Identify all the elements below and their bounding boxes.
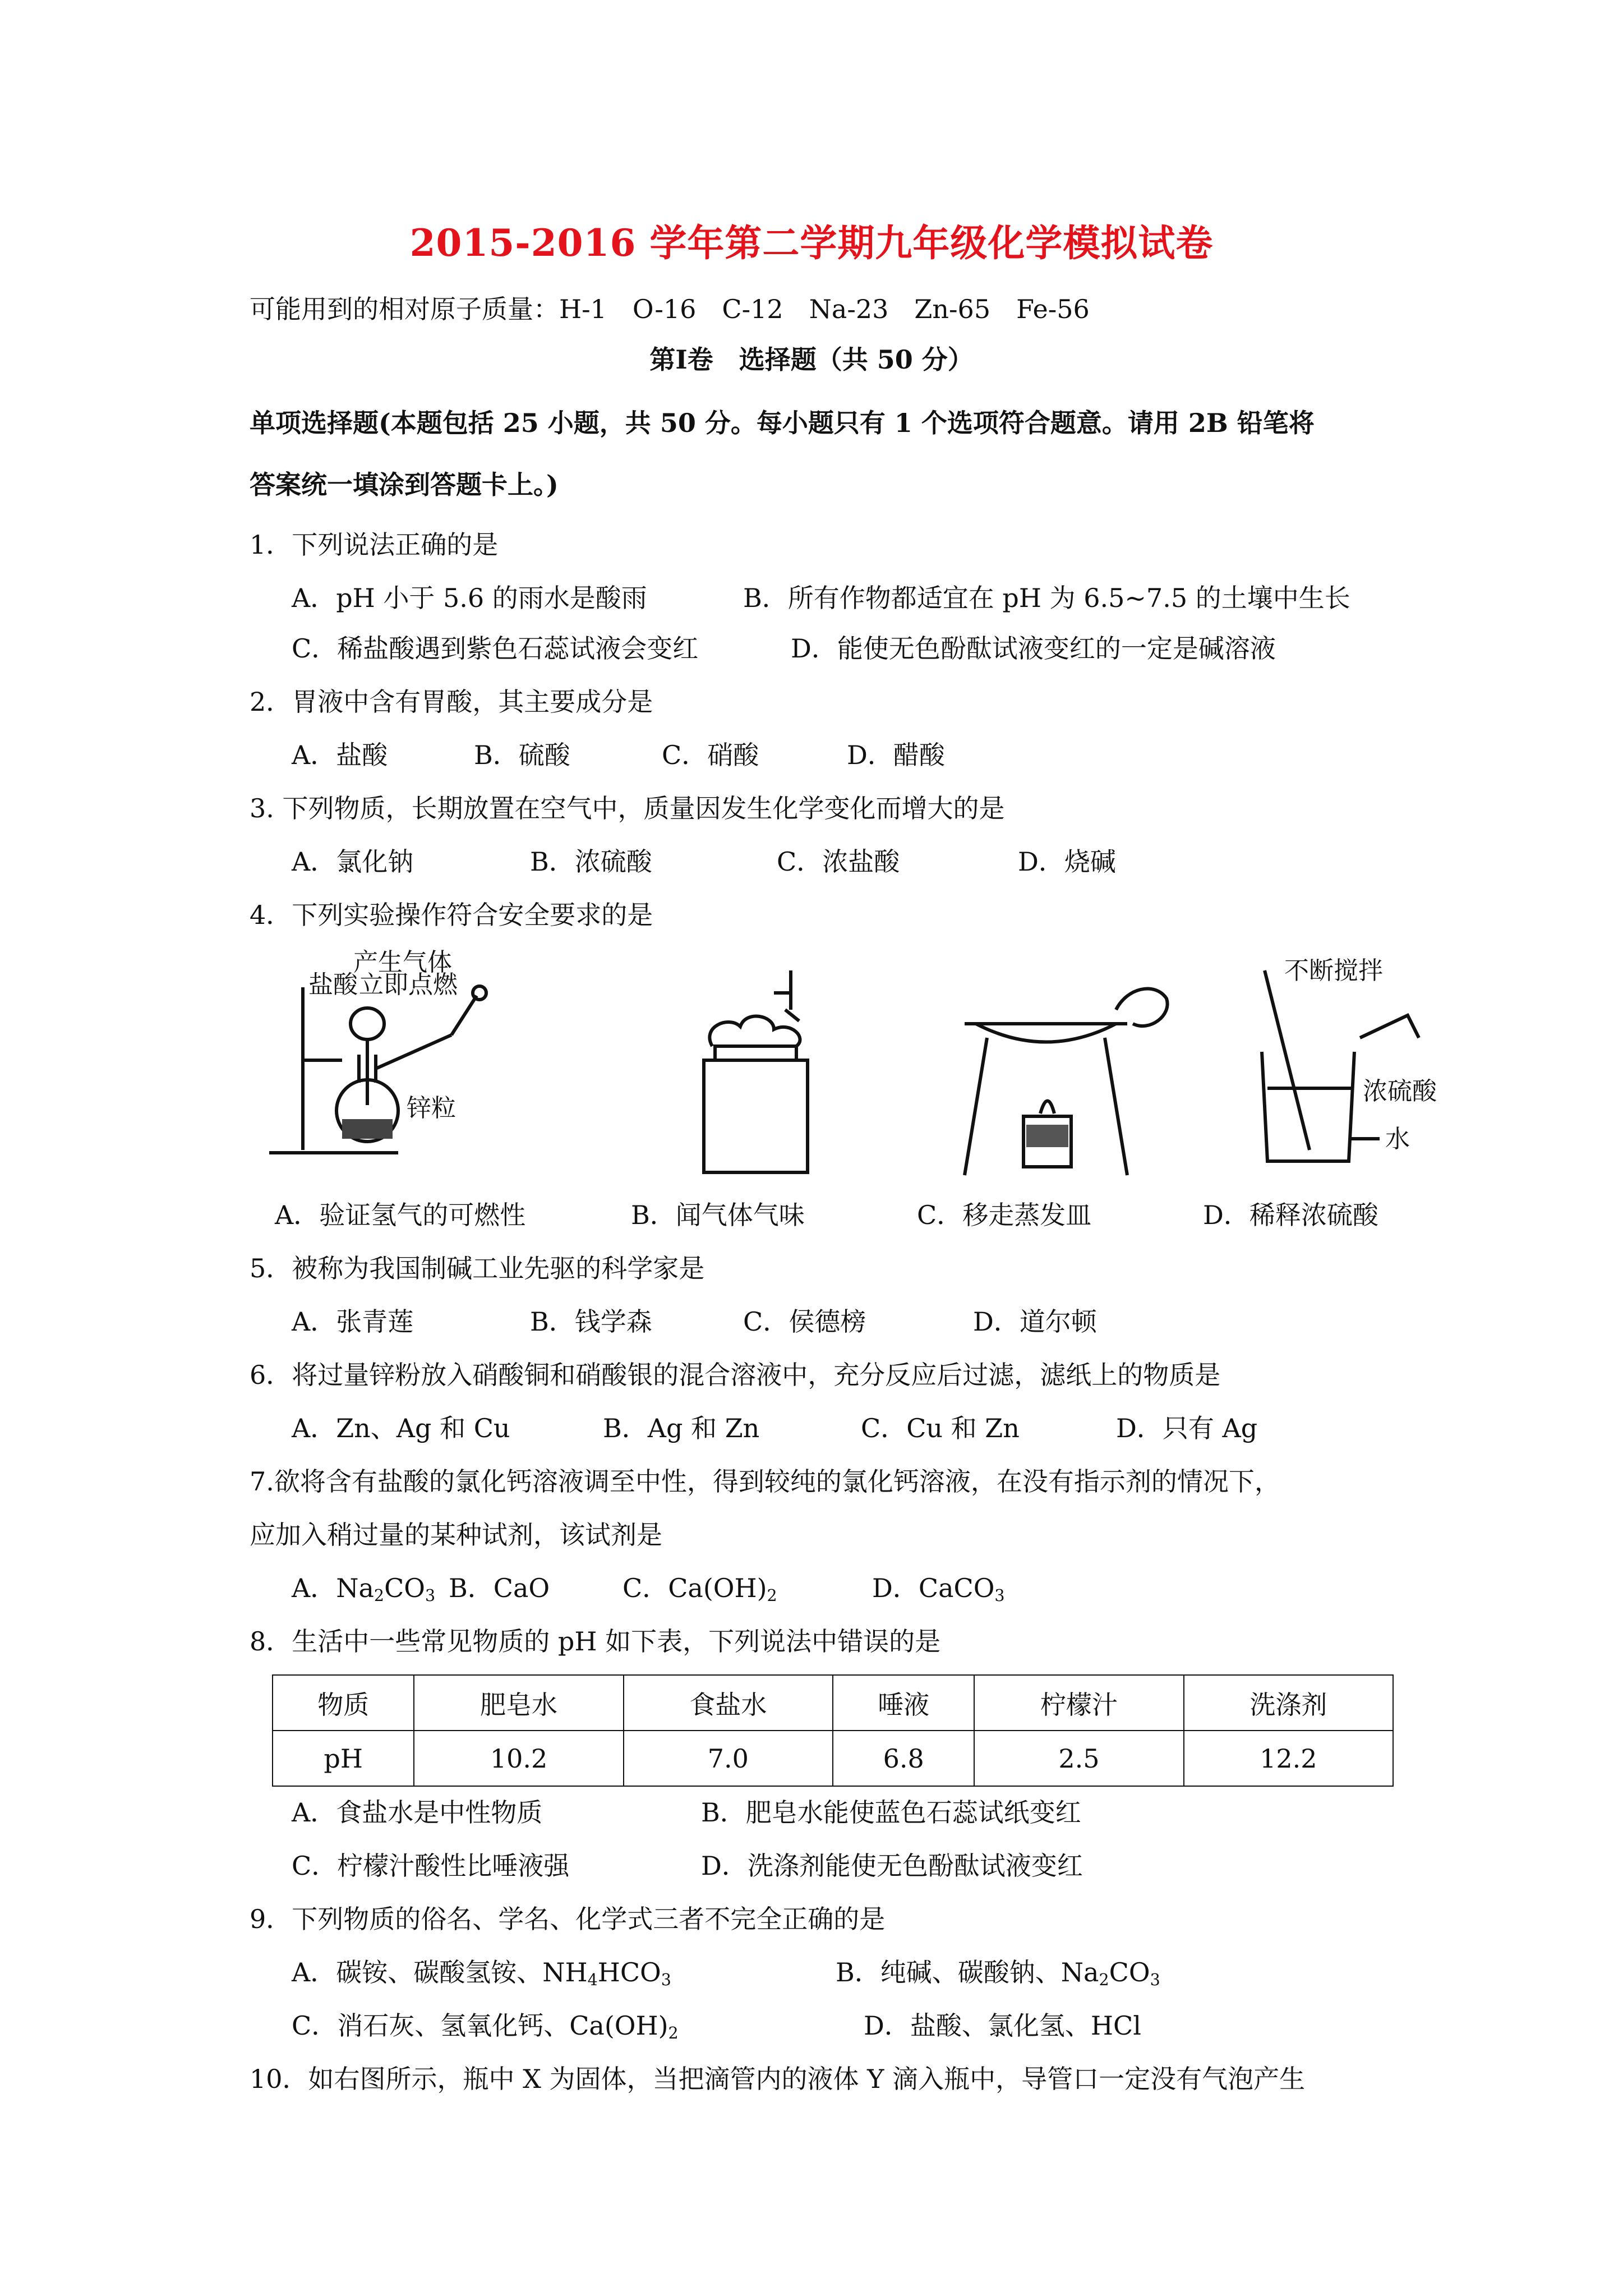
q3-option-b: B．浓硫酸 — [530, 846, 652, 877]
q4-option-d: D．稀释浓硫酸 — [1203, 1200, 1378, 1230]
fig1-label-zinc: 锌粒 — [407, 1094, 456, 1122]
q1-stem: 1．下列说法正确的是 — [250, 530, 499, 560]
fig1-label-acid: 盐酸 — [308, 970, 358, 999]
q9-stem: 9．下列物质的俗名、学名、化学式三者不完全正确的是 — [250, 1904, 886, 1934]
q4-stem: 4．下列实验操作符合安全要求的是 — [250, 900, 653, 930]
q6-stem: 6．将过量锌粉放入硝酸铜和硝酸银的混合溶液中，充分反应后过滤，滤纸上的物质是 — [250, 1360, 1221, 1390]
q5-stem: 5．被称为我国制碱工业先驱的科学家是 — [250, 1253, 705, 1283]
q6-option-b: B．Ag 和 Zn — [603, 1413, 760, 1443]
q9-option-c: C．消石灰、氢氧化钙、$Ca(OH)_2$ — [292, 2010, 679, 2043]
table-cell: 洗涤剂 — [1184, 1675, 1393, 1731]
q2-option-b: B．硫酸 — [474, 740, 570, 770]
table-cell: 10.2 — [414, 1731, 623, 1786]
q3-option-c: C．浓盐酸 — [777, 846, 900, 877]
q8-option-b: B．肥皂水能使蓝色石蕊试纸变红 — [701, 1797, 1081, 1828]
fig4-label-water: 水 — [1385, 1125, 1410, 1153]
q1-option-c: C．稀盐酸遇到紫色石蕊试液会变红 — [292, 633, 699, 664]
figure-hydrogen-apparatus — [258, 948, 550, 1172]
section-title: 第Ⅰ卷 选择题（共 50 分） — [649, 344, 974, 375]
q8-option-d: D．洗涤剂能使无色酚酞试液变红 — [701, 1851, 1083, 1881]
table-cell: 柠檬汁 — [974, 1675, 1183, 1731]
q5-option-d: D．道尔顿 — [973, 1306, 1097, 1337]
q9-option-b: B．纯碱、碳酸钠、$Na_2CO_3$ — [836, 1957, 1160, 1990]
fig1-label-ignite: 立即点燃 — [359, 970, 458, 999]
q10-stem: 10．如右图所示，瓶中 X 为固体，当把滴管内的液体 Y 滴入瓶中，导管口一定没有气泡产生 — [250, 2064, 1306, 2094]
table-cell: 6.8 — [833, 1731, 974, 1786]
q7-stem-line-2: 应加入稍过量的某种试剂，该试剂是 — [250, 1520, 662, 1550]
q2-option-d: D．醋酸 — [847, 740, 945, 770]
q3-option-a: A．氯化钠 — [292, 846, 414, 877]
table-row — [273, 1731, 1393, 1786]
q1-option-d: D．能使无色酚酞试液变红的一定是碱溶液 — [791, 633, 1276, 664]
table-header-row — [273, 1675, 1393, 1731]
q6-option-c: C．Cu 和 Zn — [861, 1413, 1020, 1443]
q8-option-c: C．柠檬汁酸性比唾液强 — [292, 1851, 570, 1881]
table-cell: 肥皂水 — [414, 1675, 623, 1731]
q7-stem-line-1: 7.欲将含有盐酸的氯化钙溶液调至中性，得到较纯的氯化钙溶液，在没有指示剂的情况下， — [250, 1466, 1280, 1497]
figure-dilute-acid — [1251, 954, 1475, 1178]
fig4-label-stir: 不断搅拌 — [1284, 956, 1383, 985]
atomic-masses: 可能用到的相对原子质量：H-1 O-16 C-12 Na-23 Zn-65 Fe-56 — [250, 294, 1090, 324]
q9-option-d: D．盐酸、氯化氢、HCl — [864, 2010, 1141, 2041]
q7-option-d: D．CaCO$_3$ — [872, 1573, 1005, 1605]
q8-option-a: A．食盐水是中性物质 — [292, 1797, 543, 1828]
table-cell: 7.0 — [624, 1731, 833, 1786]
instructions-line-1: 单项选择题(本题包括 25 小题，共 50 分。每小题只有 1 个选项符合题意。请用 2B 铅笔将 — [250, 408, 1315, 438]
q4-option-b: B．闻气体气味 — [631, 1200, 805, 1230]
q3-stem: 3. 下列物质，长期放置在空气中，质量因发生化学变化而增大的是 — [250, 793, 1005, 823]
q9-option-a: A．碳铵、碳酸氢铵、$NH_4HCO_3$ — [292, 1957, 671, 1990]
q5-option-c: C．侯德榜 — [743, 1306, 866, 1337]
fig4-label-acid: 浓硫酸 — [1363, 1077, 1437, 1106]
q4-option-a: A．验证氢气的可燃性 — [275, 1200, 526, 1230]
figure-smell-gas — [690, 965, 836, 1178]
q2-option-c: C．硝酸 — [662, 740, 759, 770]
instructions-line-2: 答案统一填涂到答题卡上。) — [250, 470, 559, 500]
q6-option-a: A．Zn、Ag 和 Cu — [292, 1413, 510, 1443]
q4-option-c: C．移走蒸发皿 — [917, 1200, 1092, 1230]
page-title: 2015-2016 学年第二学期九年级化学模拟试卷 — [409, 221, 1214, 265]
q1-option-b: B．所有作物都适宜在 pH 为 6.5~7.5 的土壤中生长 — [743, 583, 1350, 613]
table-cell: 物质 — [273, 1675, 414, 1731]
q2-option-a: A．盐酸 — [292, 740, 388, 770]
q1-option-a: A．pH 小于 5.6 的雨水是酸雨 — [292, 583, 647, 613]
fig1-label-gas: 产生气体 — [353, 948, 452, 977]
q6-option-d: D．只有 Ag — [1116, 1413, 1258, 1443]
q7-option-b: B．CaO — [449, 1573, 550, 1603]
q5-option-b: B．钱学森 — [530, 1306, 652, 1337]
q7-option-a: A．$Na_2CO_3$ — [292, 1573, 436, 1605]
q5-option-a: A．张青莲 — [292, 1306, 414, 1337]
table-cell: 2.5 — [974, 1731, 1183, 1786]
figure-evaporating-dish — [948, 970, 1183, 1178]
table-cell: 唾液 — [833, 1675, 974, 1731]
q8-stem: 8．生活中一些常见物质的 pH 如下表，下列说法中错误的是 — [250, 1626, 941, 1657]
ph-table — [272, 1674, 1394, 1787]
q7-option-c: C．$Ca(OH)_2$ — [623, 1573, 777, 1605]
table-cell: pH — [273, 1731, 414, 1786]
table-cell: 食盐水 — [624, 1675, 833, 1731]
q2-stem: 2．胃液中含有胃酸，其主要成分是 — [250, 687, 653, 717]
table-cell: 12.2 — [1184, 1731, 1393, 1786]
q3-option-d: D．烧碱 — [1018, 846, 1116, 877]
